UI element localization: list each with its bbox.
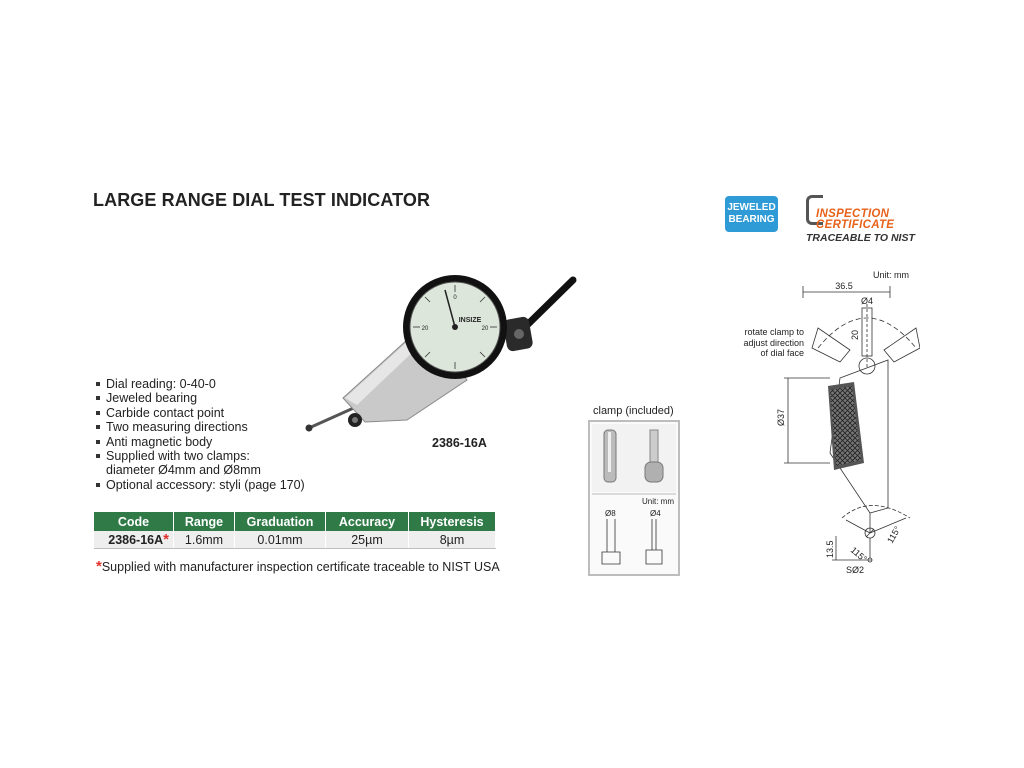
clamp-unit-label: Unit: mm xyxy=(642,497,674,506)
clamp-dim-8: Ø8 xyxy=(605,509,616,518)
cell-range: 1.6mm xyxy=(174,531,235,549)
cell-code: 2386-16A* xyxy=(94,531,174,549)
dial-mark-20-left: 20 xyxy=(421,326,429,332)
feature-item: Two measuring directions xyxy=(106,420,305,434)
table-row xyxy=(94,531,496,549)
dim-angle-left: 115° xyxy=(848,544,869,565)
column-header-range: Range xyxy=(174,512,235,531)
dim-angle-right: 115° xyxy=(885,524,903,545)
dimension-drawing xyxy=(770,278,920,578)
clamp-4mm-icon xyxy=(650,430,658,464)
cell-hysteresis: 8µm xyxy=(409,531,496,549)
feature-list xyxy=(106,377,305,492)
product-model-label: 2386-16A xyxy=(432,436,487,450)
dial-mark-0: 0 xyxy=(453,295,457,301)
footnote xyxy=(96,558,500,575)
certificate-subtitle: TRACEABLE TO NIST xyxy=(806,232,915,244)
dim-clamp-dia: Ø4 xyxy=(860,296,874,306)
rotate-clamp-note: rotate clamp to adjust direction of dial face xyxy=(743,327,804,358)
column-header-code: Code xyxy=(94,512,174,531)
column-header-accuracy: Accuracy xyxy=(326,512,409,531)
feature-item: Dial reading: 0-40-0 xyxy=(106,377,305,391)
spec-table xyxy=(94,512,496,549)
feature-item: Optional accessory: styli (page 170) xyxy=(106,477,305,492)
dim-clamp-length: 20 xyxy=(850,329,860,340)
column-header-graduation: Graduation xyxy=(235,512,326,531)
feature-item: Supplied with two clamps: xyxy=(106,449,305,463)
footnote-text: Supplied with manufacturer inspection certificate traceable to NIST USA xyxy=(101,560,500,574)
certificate-line-1: INSPECTION xyxy=(816,208,890,220)
cell-accuracy: 25µm xyxy=(326,531,409,549)
dim-tip-length: 13.5 xyxy=(825,540,835,558)
cell-graduation: 0.01mm xyxy=(235,531,326,549)
footnote-asterisk: * xyxy=(96,558,102,575)
dim-dial-dia: Ø37 xyxy=(776,408,786,426)
asterisk-mark: * xyxy=(163,531,169,548)
column-header-hysteresis: Hysteresis xyxy=(409,512,496,531)
feature-item-continued: diameter Ø4mm and Ø8mm xyxy=(106,463,261,478)
badge-line-1: JEWELED xyxy=(727,202,776,213)
feature-item: Carbide contact point xyxy=(106,406,305,420)
page-title: LARGE RANGE DIAL TEST INDICATOR xyxy=(93,190,431,210)
drawing-unit-label: Unit: mm xyxy=(873,270,909,280)
knurled-dial-icon xyxy=(828,382,864,470)
clamp-figure-title: clamp (included) xyxy=(593,405,674,417)
clamp-illustration xyxy=(590,422,678,574)
dim-ball: SØ2 xyxy=(846,565,865,575)
jeweled-bearing-badge xyxy=(725,196,778,232)
dial-brand: INSIZE xyxy=(458,317,482,324)
certificate-line-2: CERTIFICATE xyxy=(816,219,895,231)
dial-mark-20: 20 xyxy=(481,326,489,332)
feature-item: Jeweled bearing xyxy=(106,391,305,405)
dim-width: 36.5 xyxy=(835,281,853,291)
dial-indicator-product-image xyxy=(295,270,585,440)
clamp-dim-4: Ø4 xyxy=(650,509,661,518)
badge-line-2: BEARING xyxy=(728,214,775,225)
inspection-certificate-badge xyxy=(806,195,926,247)
clamp-figure xyxy=(588,420,680,576)
feature-item: Anti magnetic body xyxy=(106,435,305,449)
